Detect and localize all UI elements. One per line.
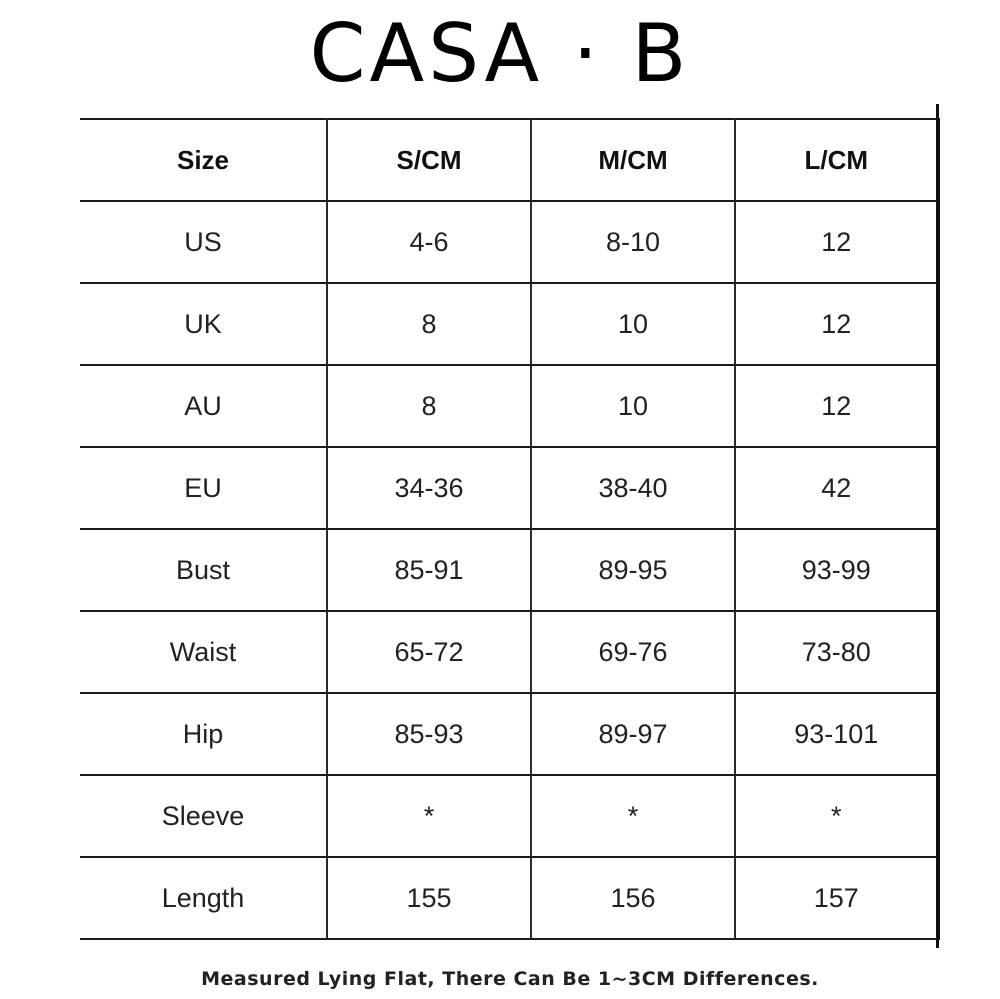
cell-m: 10 <box>531 365 735 447</box>
cell-l: 73-80 <box>735 611 938 693</box>
cell-m: 8-10 <box>531 201 735 283</box>
cell-m: 10 <box>531 283 735 365</box>
row-label: Sleeve <box>80 775 327 857</box>
cell-l: 42 <box>735 447 938 529</box>
table-row-us <box>80 201 938 283</box>
brand-logo: CASA · B <box>309 7 691 100</box>
table-row-length <box>80 857 938 939</box>
row-label: Waist <box>80 611 327 693</box>
row-label: AU <box>80 365 327 447</box>
cell-s: 65-72 <box>327 611 531 693</box>
cell-s: 8 <box>327 365 531 447</box>
cell-m: 89-95 <box>531 529 735 611</box>
cell-l: * <box>735 775 938 857</box>
cell-s: * <box>327 775 531 857</box>
header-l-cm: L/CM <box>735 119 938 201</box>
cell-l: 93-99 <box>735 529 938 611</box>
table-header-row <box>80 119 938 201</box>
row-label: US <box>80 201 327 283</box>
table-row-au <box>80 365 938 447</box>
cell-s: 4-6 <box>327 201 531 283</box>
cell-m: * <box>531 775 735 857</box>
cell-m: 69-76 <box>531 611 735 693</box>
row-label: UK <box>80 283 327 365</box>
table-row-waist <box>80 611 938 693</box>
cell-s: 8 <box>327 283 531 365</box>
table-row-bust <box>80 529 938 611</box>
cell-l: 12 <box>735 283 938 365</box>
cell-m: 156 <box>531 857 735 939</box>
table-row-sleeve <box>80 775 938 857</box>
cell-m: 89-97 <box>531 693 735 775</box>
table-row-hip <box>80 693 938 775</box>
row-label: Hip <box>80 693 327 775</box>
header-size: Size <box>80 119 327 201</box>
cell-l: 157 <box>735 857 938 939</box>
table-row-uk <box>80 283 938 365</box>
header-m-cm: M/CM <box>531 119 735 201</box>
cell-l: 12 <box>735 365 938 447</box>
row-label: EU <box>80 447 327 529</box>
measurement-footnote: Measured Lying Flat, There Can Be 1~3CM Differences. <box>201 968 819 990</box>
cell-s: 155 <box>327 857 531 939</box>
size-chart-table <box>80 118 940 940</box>
cell-m: 38-40 <box>531 447 735 529</box>
row-label: Length <box>80 857 327 939</box>
table-row-eu <box>80 447 938 529</box>
cell-s: 85-93 <box>327 693 531 775</box>
header-s-cm: S/CM <box>327 119 531 201</box>
cell-l: 93-101 <box>735 693 938 775</box>
cell-l: 12 <box>735 201 938 283</box>
cell-s: 34-36 <box>327 447 531 529</box>
row-label: Bust <box>80 529 327 611</box>
cell-s: 85-91 <box>327 529 531 611</box>
